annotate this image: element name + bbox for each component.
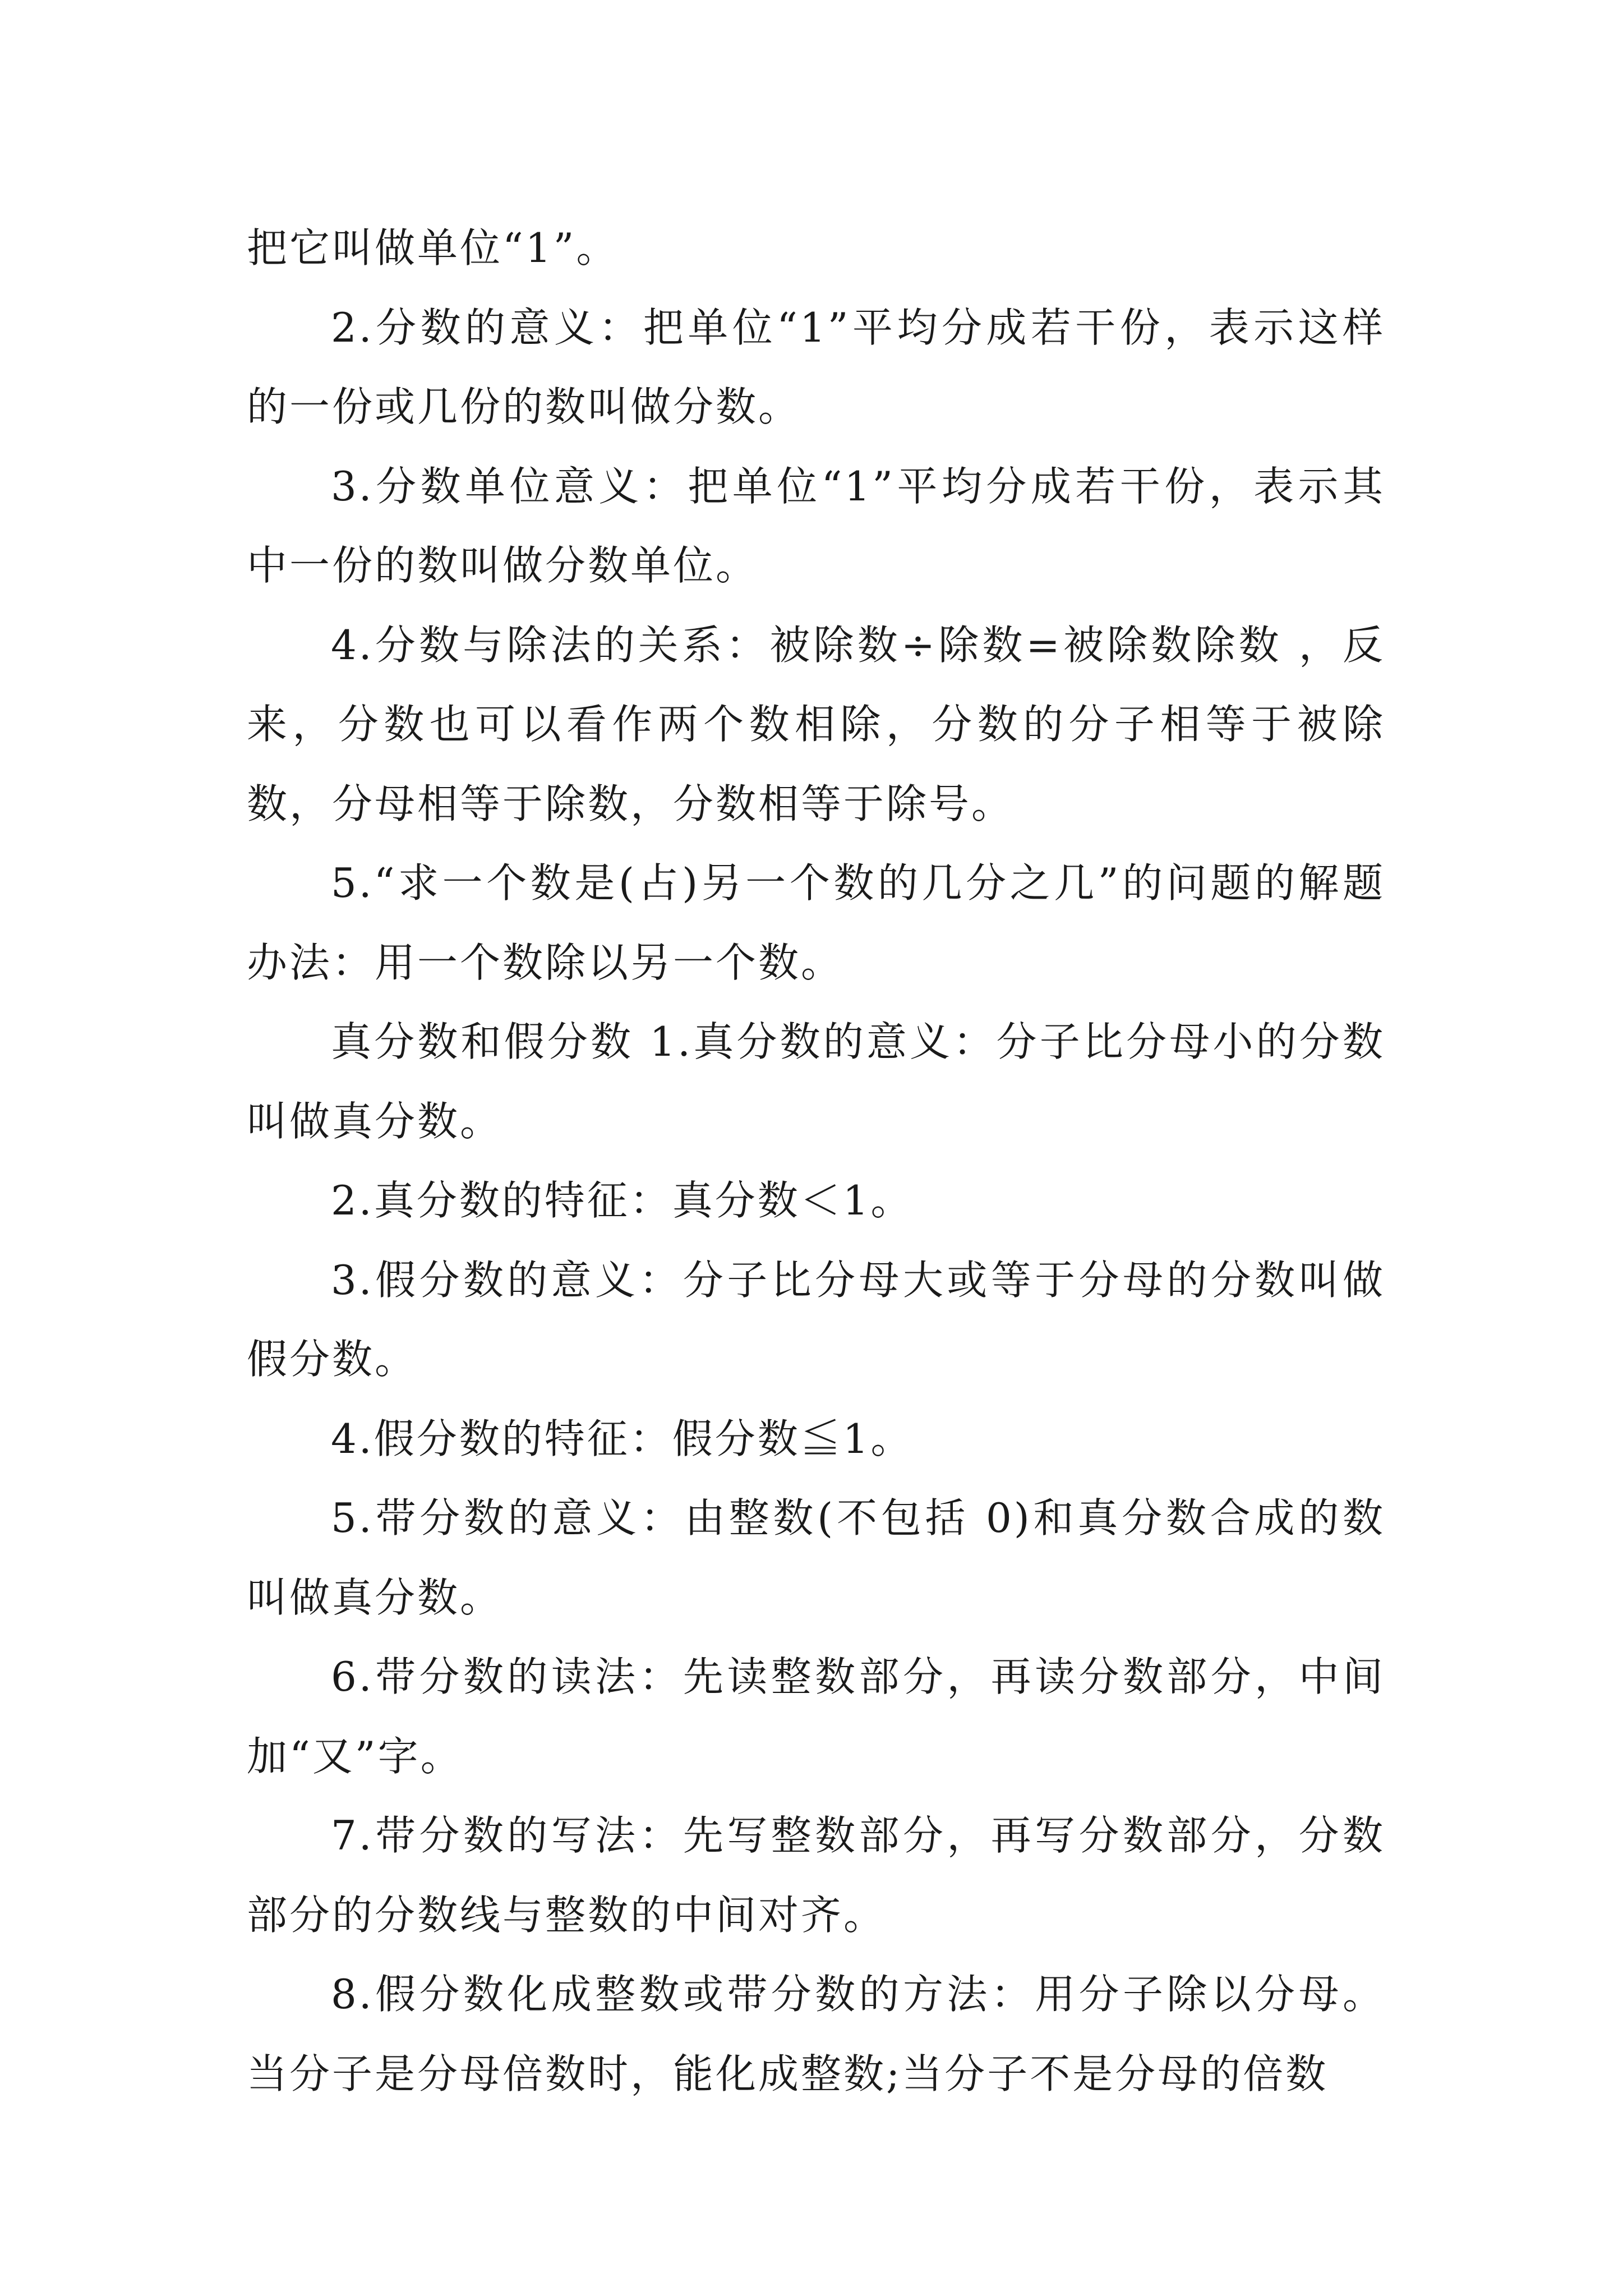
paragraph-2: 2.分数的意义：把单位“1”平均分成若干份，表示这样的一份或几份的数叫做分数。 [247, 303, 1385, 430]
paragraph-5: 5.“求一个数是(占)另一个数的几分之几”的问题的解题办法：用一个数除以另一个数。 [247, 859, 1385, 986]
paragraph-1: 把它叫做单位“1”。 [247, 224, 619, 272]
paragraph-13: 8.假分数化成整数或带分数的方法：用分子除以分母。当分子是分母倍数时，能化成整数;当分子不是分母的倍数 [247, 1971, 1385, 2097]
paragraph-10: 5.带分数的意义：由整数(不包括 0)和真分数合成的数叫做真分数。 [247, 1494, 1385, 1621]
paragraph-9: 4.假分数的特征：假分数≦1。 [331, 1415, 914, 1462]
paragraph-3: 3.分数单位意义：把单位“1”平均分成若干份，表示其中一份的数叫做分数单位。 [247, 462, 1385, 589]
paragraph-12: 7.带分数的写法：先写整数部分，再写分数部分，分数部分的分数线与整数的中间对齐。 [247, 1812, 1385, 1939]
paragraph-8: 3.假分数的意义：分子比分母大或等于分母的分数叫做假分数。 [247, 1256, 1385, 1383]
body-text [247, 209, 1385, 2114]
paragraph-6: 真分数和假分数 1.真分数的意义：分子比分母小的分数叫做真分数。 [247, 1018, 1385, 1145]
paragraph-11: 6.带分数的读法：先读整数部分，再读分数部分，中间加“又”字。 [247, 1653, 1385, 1780]
paragraph-4: 4.分数与除法的关系：被除数÷除数=被除数除数 ，反来，分数也可以看作两个数相除，分数的分子相等于被除数，分母相等于除数，分数相等于除号。 [247, 621, 1385, 827]
paragraph-7: 2.真分数的特征：真分数＜1。 [331, 1177, 914, 1224]
